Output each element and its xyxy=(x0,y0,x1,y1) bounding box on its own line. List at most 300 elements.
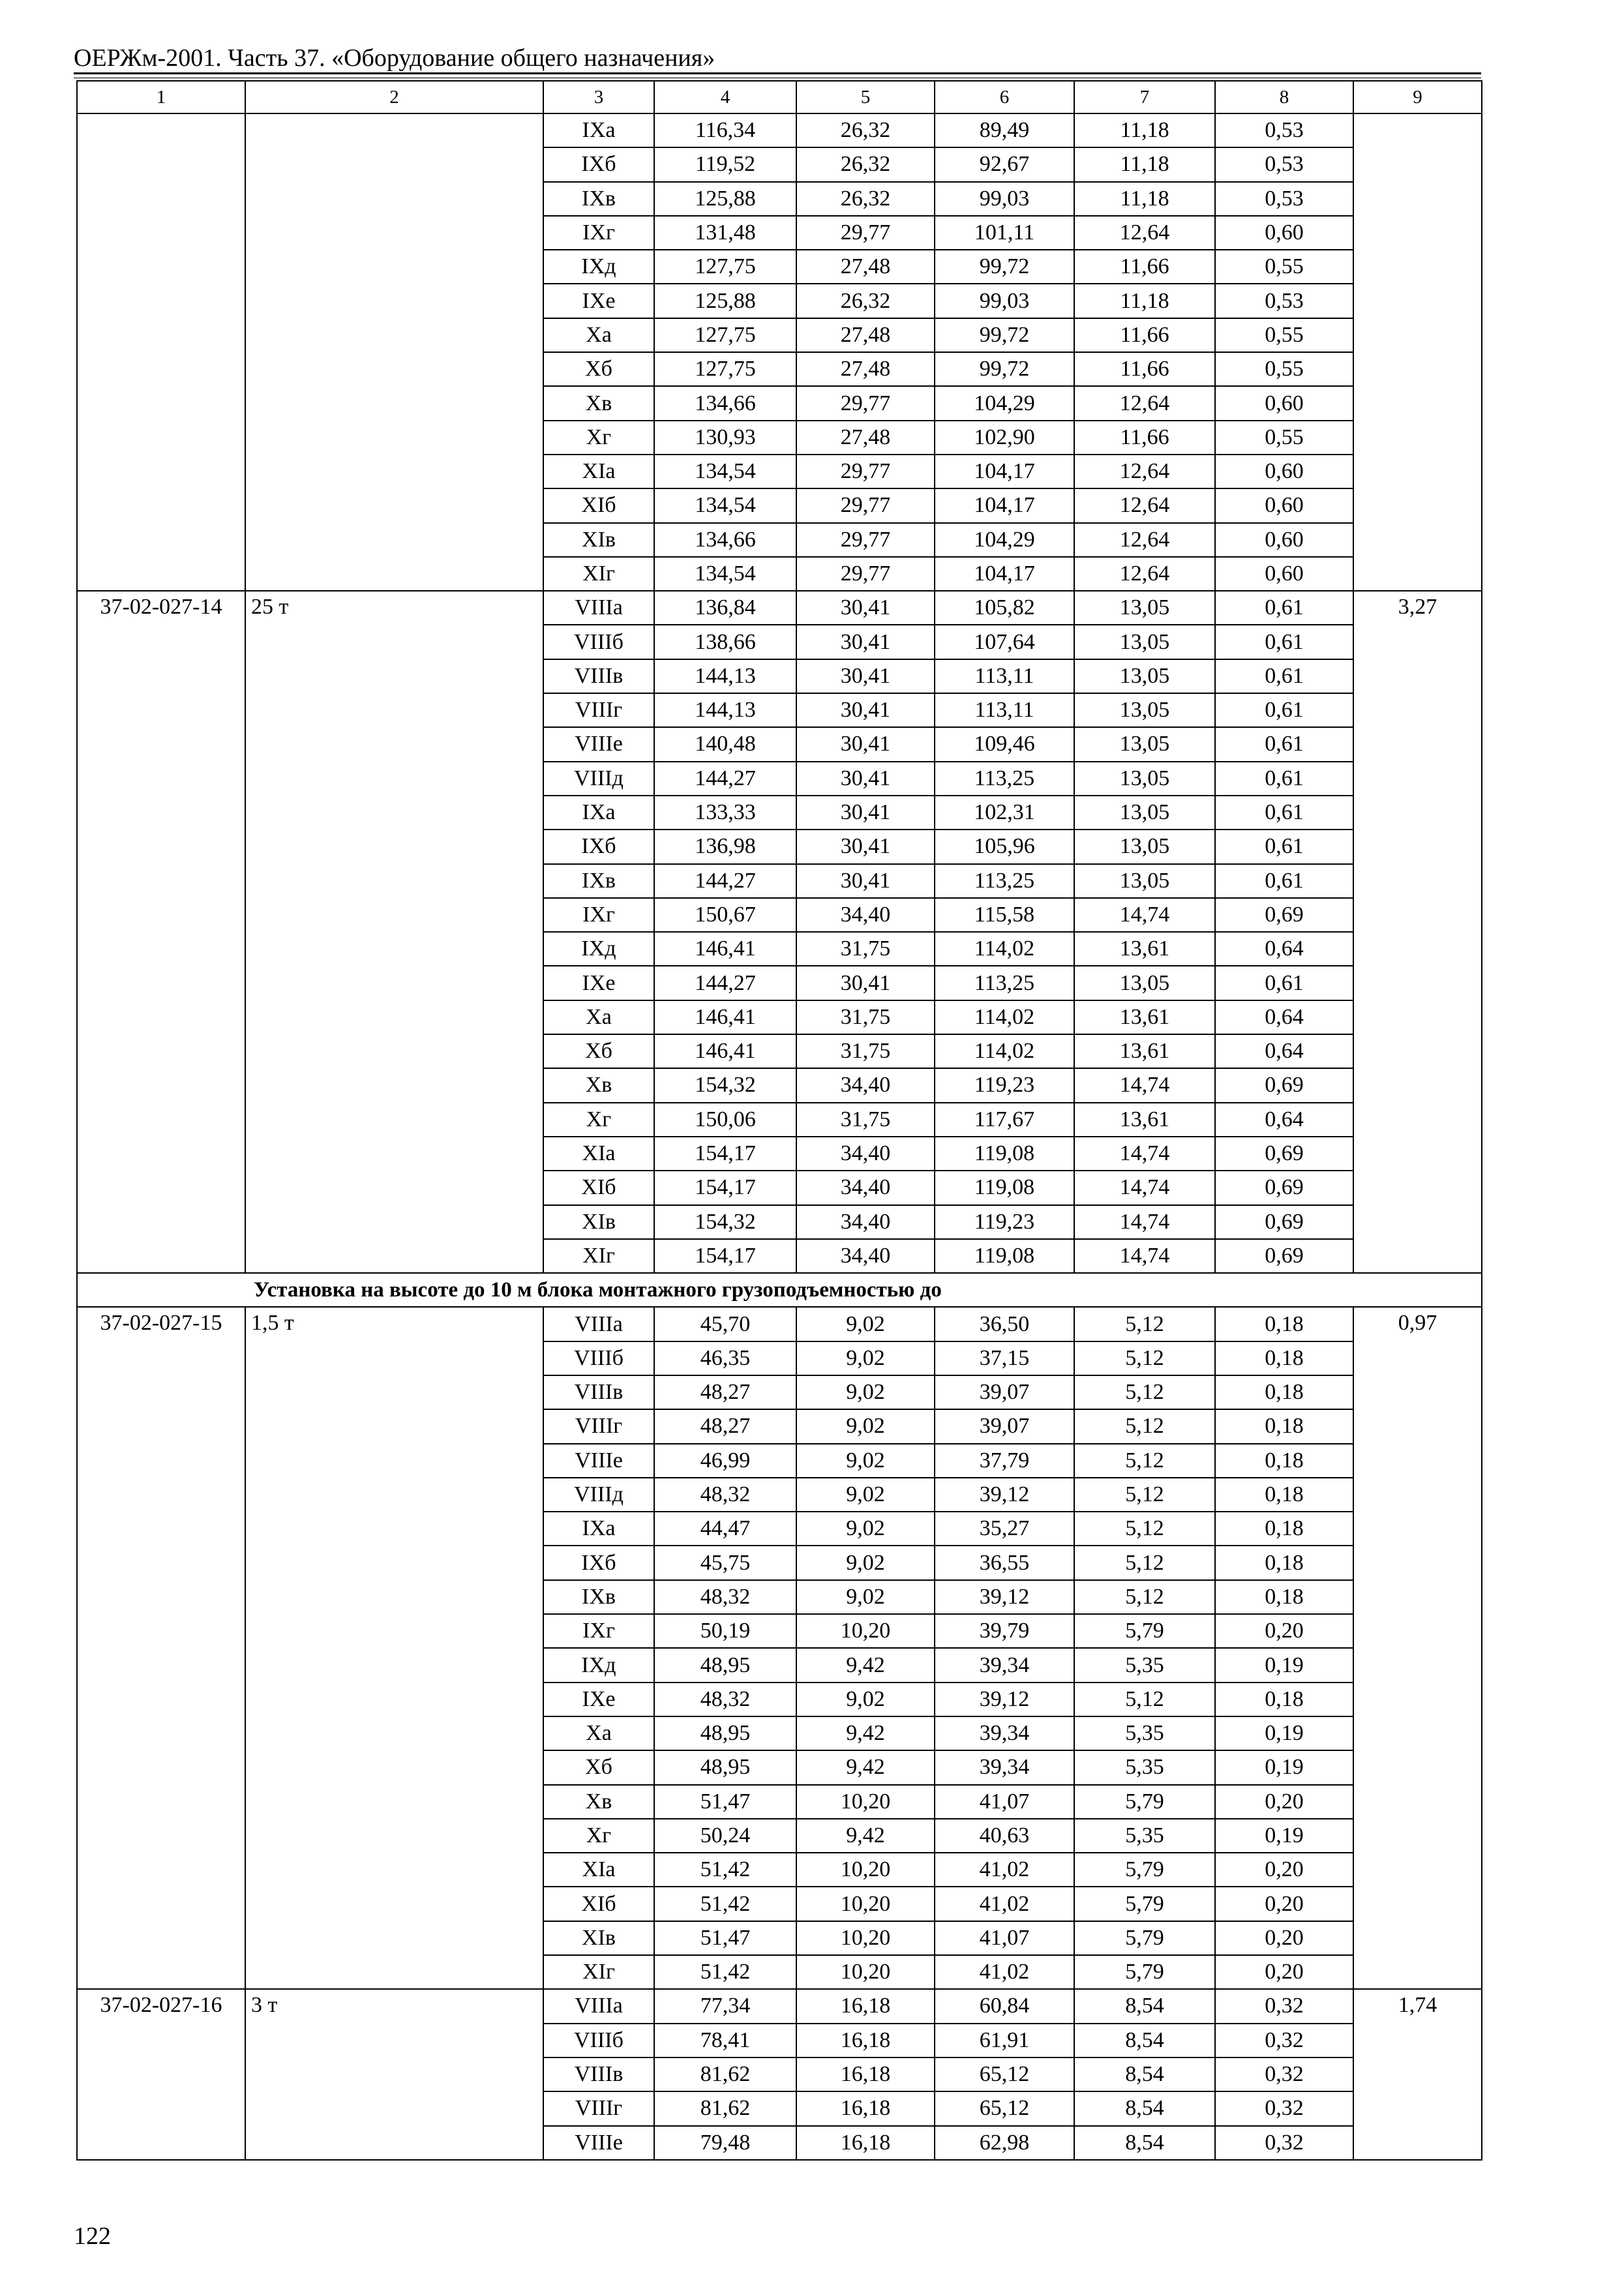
cell-col-3: Xб xyxy=(543,352,654,386)
cell-col-8: 0,19 xyxy=(1215,1716,1353,1750)
cell-col-5: 9,02 xyxy=(796,1580,935,1614)
cell-col-7: 5,35 xyxy=(1074,1716,1215,1750)
cell-col-8: 0,61 xyxy=(1215,727,1353,761)
cell-col-3: Xб xyxy=(543,1750,654,1784)
cell-col-5: 29,77 xyxy=(796,216,935,250)
cell-col-4: 144,27 xyxy=(654,864,796,898)
cell-col-5: 9,42 xyxy=(796,1819,935,1853)
cell-col-7: 11,66 xyxy=(1074,250,1215,284)
cell-col-4: 154,17 xyxy=(654,1171,796,1204)
cell-col-7: 11,66 xyxy=(1074,318,1215,352)
cell-col-3: IXa xyxy=(543,1512,654,1546)
cell-col-3: IXб xyxy=(543,147,654,181)
header-rule-thick xyxy=(74,72,1481,74)
item-extra-value: 3,27 xyxy=(1353,591,1482,1273)
cell-col-4: 144,27 xyxy=(654,966,796,1000)
section-heading: Установка на высоте до 10 м блока монтажного грузоподъемностью до xyxy=(77,1273,1482,1307)
cell-col-3: Xa xyxy=(543,318,654,352)
cell-col-6: 104,17 xyxy=(935,455,1074,488)
item-extra-value: 0,97 xyxy=(1353,1307,1482,1989)
cell-col-4: 150,06 xyxy=(654,1103,796,1137)
cell-col-5: 26,32 xyxy=(796,284,935,318)
cell-col-5: 9,02 xyxy=(796,1546,935,1579)
cell-col-7: 5,79 xyxy=(1074,1785,1215,1819)
cell-col-4: 146,41 xyxy=(654,1000,796,1034)
cell-col-5: 26,32 xyxy=(796,113,935,147)
cell-col-8: 0,55 xyxy=(1215,250,1353,284)
rates-table xyxy=(76,80,1482,2161)
cell-col-4: 125,88 xyxy=(654,284,796,318)
cell-col-4: 81,62 xyxy=(654,2091,796,2125)
cell-col-7: 11,66 xyxy=(1074,421,1215,455)
cell-col-6: 39,12 xyxy=(935,1683,1074,1716)
column-number-row xyxy=(77,81,1482,113)
cell-col-3: XIг xyxy=(543,557,654,591)
cell-col-6: 119,23 xyxy=(935,1068,1074,1102)
item-name: 25 т xyxy=(245,591,543,1273)
cell-col-3: XIг xyxy=(543,1239,654,1273)
cell-col-3: VIIIa xyxy=(543,1989,654,2023)
cell-col-8: 0,61 xyxy=(1215,830,1353,863)
cell-col-8: 0,20 xyxy=(1215,1887,1353,1921)
cell-col-7: 5,12 xyxy=(1074,1580,1215,1614)
cell-col-4: 48,32 xyxy=(654,1580,796,1614)
cell-col-6: 37,79 xyxy=(935,1444,1074,1478)
cell-col-8: 0,19 xyxy=(1215,1750,1353,1784)
cell-col-4: 51,47 xyxy=(654,1785,796,1819)
cell-col-8: 0,69 xyxy=(1215,1239,1353,1273)
cell-col-7: 13,05 xyxy=(1074,693,1215,727)
cell-col-4: 51,42 xyxy=(654,1955,796,1989)
cell-col-6: 99,72 xyxy=(935,352,1074,386)
cell-col-3: IXб xyxy=(543,1546,654,1579)
cell-col-5: 9,02 xyxy=(796,1409,935,1443)
cell-col-3: IXе xyxy=(543,1683,654,1716)
cell-col-5: 9,02 xyxy=(796,1341,935,1375)
cell-col-7: 12,64 xyxy=(1074,557,1215,591)
cell-col-3: IXa xyxy=(543,796,654,830)
cell-col-8: 0,18 xyxy=(1215,1546,1353,1579)
cell-col-8: 0,18 xyxy=(1215,1580,1353,1614)
cell-col-5: 27,48 xyxy=(796,421,935,455)
cell-col-6: 107,64 xyxy=(935,625,1074,659)
cell-col-6: 41,07 xyxy=(935,1921,1074,1955)
cell-col-6: 105,96 xyxy=(935,830,1074,863)
cell-col-6: 114,02 xyxy=(935,932,1074,966)
cell-col-5: 31,75 xyxy=(796,1000,935,1034)
cell-col-6: 113,25 xyxy=(935,966,1074,1000)
cell-col-8: 0,18 xyxy=(1215,1478,1353,1512)
cell-col-7: 5,79 xyxy=(1074,1887,1215,1921)
cell-col-8: 0,64 xyxy=(1215,932,1353,966)
cell-col-6: 114,02 xyxy=(935,1000,1074,1034)
cell-col-5: 30,41 xyxy=(796,864,935,898)
cell-col-4: 140,48 xyxy=(654,727,796,761)
cell-col-7: 12,64 xyxy=(1074,488,1215,522)
cell-col-8: 0,18 xyxy=(1215,1444,1353,1478)
cell-col-8: 0,18 xyxy=(1215,1512,1353,1546)
cell-col-4: 154,32 xyxy=(654,1068,796,1102)
cell-col-5: 30,41 xyxy=(796,591,935,625)
cell-col-8: 0,18 xyxy=(1215,1409,1353,1443)
cell-col-3: Xa xyxy=(543,1000,654,1034)
cell-col-7: 13,61 xyxy=(1074,1103,1215,1137)
cell-col-5: 9,42 xyxy=(796,1716,935,1750)
cell-col-8: 0,69 xyxy=(1215,1068,1353,1102)
column-number-3: 3 xyxy=(543,81,654,113)
cell-col-5: 9,42 xyxy=(796,1750,935,1784)
cell-col-5: 30,41 xyxy=(796,762,935,796)
cell-col-7: 5,79 xyxy=(1074,1614,1215,1648)
table-row xyxy=(77,113,1482,147)
cell-col-4: 48,32 xyxy=(654,1683,796,1716)
cell-col-8: 0,32 xyxy=(1215,2057,1353,2091)
cell-col-8: 0,32 xyxy=(1215,2126,1353,2160)
cell-col-8: 0,55 xyxy=(1215,318,1353,352)
cell-col-8: 0,60 xyxy=(1215,455,1353,488)
cell-col-3: VIIIе xyxy=(543,727,654,761)
cell-col-8: 0,69 xyxy=(1215,898,1353,932)
cell-col-8: 0,69 xyxy=(1215,1137,1353,1171)
cell-col-7: 12,64 xyxy=(1074,386,1215,420)
cell-col-4: 146,41 xyxy=(654,1034,796,1068)
cell-col-7: 5,35 xyxy=(1074,1819,1215,1853)
cell-col-5: 30,41 xyxy=(796,966,935,1000)
cell-col-6: 104,29 xyxy=(935,386,1074,420)
cell-col-5: 16,18 xyxy=(796,2057,935,2091)
cell-col-3: VIIIa xyxy=(543,1307,654,1341)
cell-col-4: 125,88 xyxy=(654,182,796,216)
cell-col-5: 34,40 xyxy=(796,1171,935,1204)
cell-col-4: 133,33 xyxy=(654,796,796,830)
cell-col-6: 61,91 xyxy=(935,2024,1074,2057)
cell-col-3: IXa xyxy=(543,113,654,147)
cell-col-7: 11,66 xyxy=(1074,352,1215,386)
cell-col-8: 0,69 xyxy=(1215,1205,1353,1239)
cell-col-7: 8,54 xyxy=(1074,2057,1215,2091)
cell-col-6: 119,08 xyxy=(935,1239,1074,1273)
cell-col-6: 35,27 xyxy=(935,1512,1074,1546)
cell-col-7: 11,18 xyxy=(1074,182,1215,216)
column-number-8: 8 xyxy=(1215,81,1353,113)
cell-col-3: Xв xyxy=(543,1785,654,1819)
cell-col-5: 27,48 xyxy=(796,250,935,284)
cell-col-4: 45,75 xyxy=(654,1546,796,1579)
cell-col-4: 134,66 xyxy=(654,386,796,420)
cell-col-6: 40,63 xyxy=(935,1819,1074,1853)
cell-col-7: 14,74 xyxy=(1074,1205,1215,1239)
cell-col-4: 46,99 xyxy=(654,1444,796,1478)
table-body xyxy=(77,81,1482,2160)
cell-col-4: 138,66 xyxy=(654,625,796,659)
cell-col-4: 146,41 xyxy=(654,932,796,966)
cell-col-3: VIIIв xyxy=(543,1375,654,1409)
cell-col-3: IXг xyxy=(543,898,654,932)
cell-col-5: 34,40 xyxy=(796,1205,935,1239)
cell-col-7: 5,12 xyxy=(1074,1683,1215,1716)
cell-col-8: 0,61 xyxy=(1215,864,1353,898)
column-number-5: 5 xyxy=(796,81,935,113)
cell-col-3: IXд xyxy=(543,250,654,284)
cell-col-7: 12,64 xyxy=(1074,216,1215,250)
cell-col-5: 26,32 xyxy=(796,147,935,181)
cell-col-3: VIIIб xyxy=(543,2024,654,2057)
cell-col-6: 109,46 xyxy=(935,727,1074,761)
cell-col-3: VIIIе xyxy=(543,1444,654,1478)
cell-col-6: 39,07 xyxy=(935,1409,1074,1443)
cell-col-7: 13,61 xyxy=(1074,1034,1215,1068)
cell-col-4: 50,24 xyxy=(654,1819,796,1853)
cell-col-4: 130,93 xyxy=(654,421,796,455)
cell-col-7: 5,79 xyxy=(1074,1853,1215,1887)
cell-col-5: 31,75 xyxy=(796,1103,935,1137)
cell-col-5: 16,18 xyxy=(796,1989,935,2023)
cell-col-4: 127,75 xyxy=(654,250,796,284)
table-row xyxy=(77,1307,1482,1341)
cell-col-7: 13,05 xyxy=(1074,966,1215,1000)
cell-col-4: 45,70 xyxy=(654,1307,796,1341)
cell-col-6: 39,07 xyxy=(935,1375,1074,1409)
cell-col-4: 48,32 xyxy=(654,1478,796,1512)
cell-col-3: XIг xyxy=(543,1955,654,1989)
cell-col-8: 0,61 xyxy=(1215,762,1353,796)
cell-col-3: VIIIд xyxy=(543,1478,654,1512)
cell-col-3: Xa xyxy=(543,1716,654,1750)
cell-col-7: 5,12 xyxy=(1074,1512,1215,1546)
cell-col-4: 134,54 xyxy=(654,488,796,522)
cell-col-8: 0,64 xyxy=(1215,1034,1353,1068)
cell-col-6: 92,67 xyxy=(935,147,1074,181)
cell-col-5: 30,41 xyxy=(796,830,935,863)
cell-col-7: 12,64 xyxy=(1074,523,1215,557)
cell-col-7: 13,05 xyxy=(1074,727,1215,761)
cell-col-8: 0,53 xyxy=(1215,113,1353,147)
cell-col-6: 41,07 xyxy=(935,1785,1074,1819)
cell-col-8: 0,61 xyxy=(1215,625,1353,659)
cell-col-3: XIa xyxy=(543,455,654,488)
cell-col-5: 29,77 xyxy=(796,557,935,591)
cell-col-5: 10,20 xyxy=(796,1785,935,1819)
cell-col-4: 48,27 xyxy=(654,1409,796,1443)
cell-col-3: IXг xyxy=(543,1614,654,1648)
cell-col-5: 9,02 xyxy=(796,1444,935,1478)
cell-col-3: IXв xyxy=(543,1580,654,1614)
cell-col-8: 0,61 xyxy=(1215,796,1353,830)
cell-col-8: 0,32 xyxy=(1215,2024,1353,2057)
cell-col-4: 79,48 xyxy=(654,2126,796,2160)
cell-col-3: XIб xyxy=(543,1171,654,1204)
cell-col-3: IXв xyxy=(543,182,654,216)
cell-col-8: 0,19 xyxy=(1215,1648,1353,1682)
cell-col-8: 0,60 xyxy=(1215,488,1353,522)
cell-col-8: 0,55 xyxy=(1215,352,1353,386)
cell-col-6: 39,34 xyxy=(935,1750,1074,1784)
cell-col-3: VIIIг xyxy=(543,693,654,727)
cell-col-7: 14,74 xyxy=(1074,898,1215,932)
section-heading-row xyxy=(77,1273,1482,1307)
cell-col-6: 113,25 xyxy=(935,762,1074,796)
cell-col-5: 30,41 xyxy=(796,727,935,761)
cell-col-3: VIIIг xyxy=(543,2091,654,2125)
cell-col-7: 13,05 xyxy=(1074,864,1215,898)
cell-col-6: 89,49 xyxy=(935,113,1074,147)
cell-col-3: XIв xyxy=(543,1205,654,1239)
cell-col-4: 51,42 xyxy=(654,1853,796,1887)
cell-col-5: 31,75 xyxy=(796,932,935,966)
cell-col-7: 5,12 xyxy=(1074,1444,1215,1478)
item-extra-value xyxy=(1353,113,1482,591)
cell-col-7: 13,61 xyxy=(1074,1000,1215,1034)
cell-col-4: 50,19 xyxy=(654,1614,796,1648)
cell-col-5: 30,41 xyxy=(796,625,935,659)
cell-col-3: XIв xyxy=(543,1921,654,1955)
cell-col-3: Xг xyxy=(543,421,654,455)
cell-col-5: 9,02 xyxy=(796,1478,935,1512)
cell-col-6: 113,11 xyxy=(935,693,1074,727)
cell-col-5: 10,20 xyxy=(796,1921,935,1955)
cell-col-8: 0,20 xyxy=(1215,1785,1353,1819)
cell-col-5: 9,02 xyxy=(796,1683,935,1716)
cell-col-3: VIIIв xyxy=(543,2057,654,2091)
cell-col-8: 0,32 xyxy=(1215,2091,1353,2125)
cell-col-8: 0,20 xyxy=(1215,1955,1353,1989)
cell-col-3: IXд xyxy=(543,932,654,966)
cell-col-3: XIa xyxy=(543,1137,654,1171)
cell-col-6: 39,79 xyxy=(935,1614,1074,1648)
cell-col-4: 144,27 xyxy=(654,762,796,796)
cell-col-8: 0,64 xyxy=(1215,1000,1353,1034)
cell-col-8: 0,19 xyxy=(1215,1819,1353,1853)
cell-col-6: 39,34 xyxy=(935,1648,1074,1682)
cell-col-7: 8,54 xyxy=(1074,2126,1215,2160)
cell-col-7: 5,35 xyxy=(1074,1648,1215,1682)
cell-col-6: 115,58 xyxy=(935,898,1074,932)
cell-col-6: 39,12 xyxy=(935,1580,1074,1614)
cell-col-7: 13,05 xyxy=(1074,796,1215,830)
cell-col-6: 105,82 xyxy=(935,591,1074,625)
cell-col-7: 14,74 xyxy=(1074,1137,1215,1171)
column-number-1: 1 xyxy=(77,81,245,113)
cell-col-4: 48,95 xyxy=(654,1750,796,1784)
cell-col-6: 104,17 xyxy=(935,557,1074,591)
cell-col-4: 136,84 xyxy=(654,591,796,625)
item-code xyxy=(77,113,245,591)
cell-col-7: 13,05 xyxy=(1074,625,1215,659)
cell-col-4: 46,35 xyxy=(654,1341,796,1375)
cell-col-8: 0,20 xyxy=(1215,1921,1353,1955)
cell-col-5: 30,41 xyxy=(796,693,935,727)
cell-col-6: 99,03 xyxy=(935,182,1074,216)
cell-col-4: 144,13 xyxy=(654,659,796,693)
cell-col-8: 0,18 xyxy=(1215,1683,1353,1716)
cell-col-6: 114,02 xyxy=(935,1034,1074,1068)
cell-col-8: 0,55 xyxy=(1215,421,1353,455)
cell-col-5: 34,40 xyxy=(796,898,935,932)
cell-col-6: 41,02 xyxy=(935,1853,1074,1887)
cell-col-3: IXг xyxy=(543,216,654,250)
cell-col-7: 8,54 xyxy=(1074,2091,1215,2125)
item-name xyxy=(245,113,543,591)
cell-col-3: Xв xyxy=(543,1068,654,1102)
cell-col-5: 10,20 xyxy=(796,1887,935,1921)
cell-col-7: 14,74 xyxy=(1074,1171,1215,1204)
cell-col-6: 117,67 xyxy=(935,1103,1074,1137)
page-header-title: ОЕРЖм-2001. Часть 37. «Оборудование общего назначения» xyxy=(74,44,715,72)
cell-col-6: 113,25 xyxy=(935,864,1074,898)
cell-col-5: 29,77 xyxy=(796,488,935,522)
cell-col-6: 102,90 xyxy=(935,421,1074,455)
cell-col-7: 8,54 xyxy=(1074,2024,1215,2057)
cell-col-4: 78,41 xyxy=(654,2024,796,2057)
cell-col-4: 134,54 xyxy=(654,455,796,488)
cell-col-6: 39,34 xyxy=(935,1716,1074,1750)
cell-col-4: 127,75 xyxy=(654,318,796,352)
page-number: 122 xyxy=(74,2222,111,2250)
cell-col-3: VIIIв xyxy=(543,659,654,693)
item-code: 37-02-027-15 xyxy=(77,1307,245,1989)
cell-col-7: 14,74 xyxy=(1074,1068,1215,1102)
cell-col-6: 36,50 xyxy=(935,1307,1074,1341)
cell-col-6: 60,84 xyxy=(935,1989,1074,2023)
cell-col-7: 5,12 xyxy=(1074,1546,1215,1579)
cell-col-7: 14,74 xyxy=(1074,1239,1215,1273)
cell-col-5: 30,41 xyxy=(796,659,935,693)
cell-col-3: XIв xyxy=(543,523,654,557)
cell-col-4: 154,17 xyxy=(654,1137,796,1171)
cell-col-5: 27,48 xyxy=(796,318,935,352)
cell-col-3: VIIIе xyxy=(543,2126,654,2160)
cell-col-7: 5,12 xyxy=(1074,1375,1215,1409)
cell-col-4: 48,95 xyxy=(654,1716,796,1750)
cell-col-8: 0,18 xyxy=(1215,1375,1353,1409)
column-number-7: 7 xyxy=(1074,81,1215,113)
cell-col-6: 119,08 xyxy=(935,1171,1074,1204)
cell-col-5: 9,02 xyxy=(796,1512,935,1546)
cell-col-4: 119,52 xyxy=(654,147,796,181)
cell-col-4: 134,66 xyxy=(654,523,796,557)
cell-col-8: 0,69 xyxy=(1215,1171,1353,1204)
cell-col-6: 37,15 xyxy=(935,1341,1074,1375)
cell-col-8: 0,60 xyxy=(1215,216,1353,250)
cell-col-7: 5,79 xyxy=(1074,1955,1215,1989)
cell-col-7: 5,79 xyxy=(1074,1921,1215,1955)
cell-col-3: IXе xyxy=(543,966,654,1000)
cell-col-8: 0,61 xyxy=(1215,659,1353,693)
cell-col-5: 10,20 xyxy=(796,1853,935,1887)
cell-col-3: XIa xyxy=(543,1853,654,1887)
cell-col-7: 11,18 xyxy=(1074,147,1215,181)
cell-col-3: Xг xyxy=(543,1103,654,1137)
cell-col-8: 0,18 xyxy=(1215,1307,1353,1341)
cell-col-6: 101,11 xyxy=(935,216,1074,250)
cell-col-4: 131,48 xyxy=(654,216,796,250)
cell-col-6: 104,17 xyxy=(935,488,1074,522)
cell-col-5: 29,77 xyxy=(796,455,935,488)
cell-col-6: 62,98 xyxy=(935,2126,1074,2160)
cell-col-5: 10,20 xyxy=(796,1955,935,1989)
cell-col-6: 99,72 xyxy=(935,318,1074,352)
cell-col-8: 0,18 xyxy=(1215,1341,1353,1375)
item-name: 3 т xyxy=(245,1989,543,2159)
cell-col-3: Xг xyxy=(543,1819,654,1853)
column-number-2: 2 xyxy=(245,81,543,113)
cell-col-6: 41,02 xyxy=(935,1955,1074,1989)
cell-col-8: 0,61 xyxy=(1215,591,1353,625)
cell-col-4: 51,42 xyxy=(654,1887,796,1921)
cell-col-8: 0,60 xyxy=(1215,523,1353,557)
cell-col-4: 48,27 xyxy=(654,1375,796,1409)
cell-col-3: XIб xyxy=(543,1887,654,1921)
